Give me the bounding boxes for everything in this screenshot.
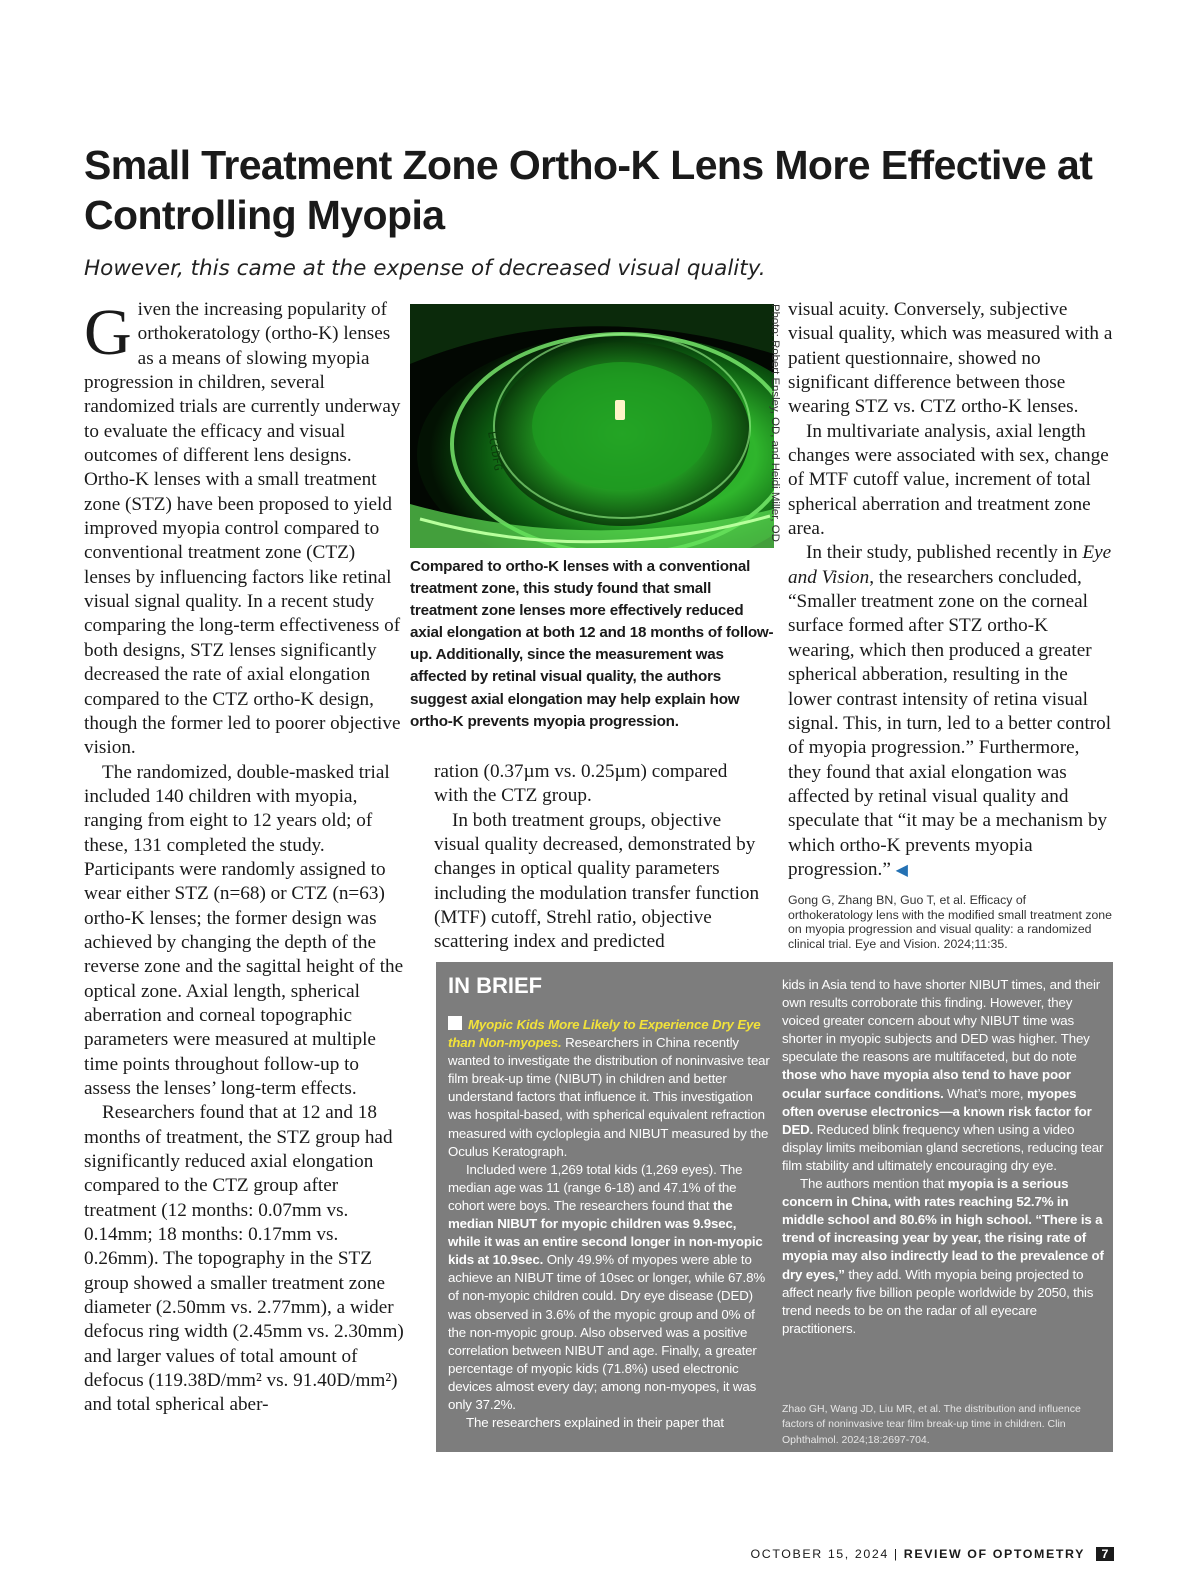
article-title: Small Treatment Zone Ortho-K Lens More Effective at Controlling Myopia — [84, 142, 1093, 238]
fluorescein-eye-image — [410, 304, 774, 548]
eye-lens-photo — [410, 304, 774, 548]
lens-engraving: ECCDFG — [485, 430, 505, 472]
square-bullet-icon — [448, 1016, 462, 1030]
brief-paragraph: The authors mention that myopia is a serious concern in China, with rates reaching 52.7% in middle school and 80.6% in high school. “There is a trend of increasing year by year, the rising rate of myopia may also indirectly lead to the prevalence of dry eyes,” they add. With myopia being projected to affect nearly five billion people worldwide by 2050, this trend needs to be on the radar of all eyecare practitioners. — [782, 1176, 1104, 1336]
body-paragraph: Researchers found that at 12 and 18 months of treatment, the STZ group had significantly reduced axial elongation compared to the CTZ group after treatment (12 months: 0.07mm vs. 0.14mm; 18 months: 0.17mm vs. 0.26mm). The topography in the STZ group showed a smaller treatment zone diameter (2.50mm vs. 2.77mm), a wider defocus ring width (2.45mm vs. 2.30mm) and larger values of total amount of defocus (119.38D/mm² vs. 91.40D/mm²) and total spherical aber- — [84, 1102, 404, 1416]
journal-name: Eye and Vision — [788, 542, 1112, 588]
article-reference: Gong G, Zhang BN, Guo T, et al. Efficacy of orthokeratology lens with the modified small treatment zone on myopia progression and visual quality: a randomized clinical trial. Eye and Vision. 2024;11:35. — [788, 893, 1112, 952]
magazine-name: REVIEW OF OPTOMETRY — [903, 1547, 1085, 1561]
brief-paragraph: The researchers explained in their paper that — [466, 1415, 724, 1431]
body-column-2 — [434, 760, 760, 955]
brief-paragraph: Myopic Kids More Likely to Experience Dry Eye than Non-myopes. Researchers in China recently wanted to investigate the distribution of noninvasive tear film break-up time (NIBUT) in children and better understand factors that influence it. This investigation was hospital-based, with spherical equivalent refraction measured with cycloplegia and NIBUT measured by the Oculus Keratograph. — [448, 1017, 770, 1159]
in-brief-label: IN BRIEF — [448, 973, 543, 998]
footer-separator: | — [893, 1547, 899, 1561]
body-paragraph: visual acuity. Conversely, subjective visual quality, which was measured with a patient questionnaire, showed no significant difference between those wearing STZ vs. CTZ ortho-K lenses. — [788, 299, 1113, 418]
article-subtitle: However, this came at the expense of decreased visual quality. — [84, 256, 766, 281]
issue-date: OCTOBER 15, 2024 — [750, 1547, 889, 1561]
body-paragraph: In multivariate analysis, axial length changes were associated with sex, change of MTF cutoff value, increment of total spherical aberration and treatment zone area. — [788, 420, 1109, 540]
body-column-1 — [84, 298, 404, 1418]
page-footer — [600, 1547, 1114, 1561]
end-mark-icon: ◀ — [895, 861, 908, 879]
body-column-3 — [788, 298, 1114, 883]
brief-reference: Zhao GH, Wang JD, Liu MR, et al. The distribution and influence factors of noninvasive tear film break-up time in children. Clin Ophthalmol. 2024;18:2697-704. — [782, 1403, 1081, 1446]
body-paragraph: The randomized, double-masked trial included 140 children with myopia, ranging from eight to 12 years old; of these, 131 completed the study. Participants were randomly assigned to wear either STZ (n=68) or CTZ (n=63) ortho-K lenses; the former design was achieved by changing the depth of the reverse zone and the sagittal height of the optical zone. Axial length, spherical aberration and corneal topographic parameters were measured at multiple time points throughout follow-up to assess the lenses’ long-term effects. — [84, 761, 404, 1099]
intro-paragraph: Given the increasing popularity of orthokeratology (ortho-K) lenses as a means of slowing myopia progression in children, several randomized trials are currently underway to evaluate the efficacy and visual outcomes of different lens designs. Ortho-K lenses with a small treatment zone (STZ) have been proposed to yield improved myopia control compared to conventional treatment zone (CTZ) lenses by influencing factors like retinal visual signal quality. In a recent study comparing the long-term effectiveness of both designs, STZ lenses significantly decreased the rate of axial elongation compared to the CTZ ortho-K design, though the former led to poorer objective vision. — [84, 296, 401, 759]
in-brief-column-2 — [782, 976, 1104, 1338]
brief-headline: Myopic Kids More Likely to Experience Dry Eye than Non-myopes. — [448, 1017, 761, 1051]
photo-caption: Compared to ortho-K lenses with a conventional treatment zone, this study found that small treatment zone lenses more effectively reduced axial elongation at both 12 and 18 months of follow-up. Additionally, since the measurement was affected by retinal visual quality, the authors suggest axial elongation may help explain how ortho-K prevents myopia progression. — [410, 558, 774, 730]
body-paragraph: ration (0.37µm vs. 0.25µm) compared with the CTZ group. — [434, 761, 728, 807]
brief-paragraph: kids in Asia tend to have shorter NIBUT times, and their own results corroborate this finding. However, they voiced greater concern about why NIBUT time was shorter in myopic subjects and DED was higher. They speculate the reasons are multifaceted, but do note those who have myopia also tend to have poor ocular surface conditions. What’s more, myopes often overuse electronics—a known risk factor for DED. Reduced blink frequency when using a video display limits meibomian gland secretions, reducing tear film stability and ultimately encouraging dry eye. — [782, 977, 1104, 1173]
drop-cap: G — [84, 296, 132, 369]
page-number: 7 — [1096, 1547, 1114, 1561]
in-brief-column-1 — [448, 1016, 770, 1432]
brief-paragraph: Included were 1,269 total kids (1,269 eyes). The median age was 11 (range 6-18) and 47.1% of the cohort were boys. The researchers found that the median NIBUT for myopic children was 9.9sec, while it was an entire second longer in non-myopic kids at 10.9sec. Only 49.9% of myopes were able to achieve an NIBUT time of 10sec or longer, while 67.8% of non-myopic children could. Dry eye disease (DED) was observed in 3.6% of the myopic group and 0% of the non-myopic group. Also observed was a positive correlation between NIBUT and age. Finally, a greater percentage of myopic kids (71.8%) used electronic devices almost every day; among non-myopes, it was only 37.2%. — [448, 1161, 766, 1412]
body-paragraph: In their study, published recently in Eye and Vision, the researchers concluded, “Smaller treatment zone on the corneal surface formed after STZ ortho-K wearing, which then produced a greater spherical abberation, resulting in the lower contrast intensity of retina visual signal. This, in turn, led to a better control of myopia progression.” Furthermore, they found that axial elongation was affected by retinal visual quality and speculate that “it may be a mechanism by which ortho-K prevents myopia progression.” ◀ — [788, 542, 1112, 880]
body-paragraph: In both treatment groups, objective visual quality decreased, demonstrated by changes in optical quality parameters including the modulation transfer function (MTF) cutoff, Strehl ratio, objective scattering index and predicted — [434, 809, 760, 953]
photo-credit: Photo: Robert Ensley, OD, and Heidi Miller, OD — [769, 304, 781, 542]
